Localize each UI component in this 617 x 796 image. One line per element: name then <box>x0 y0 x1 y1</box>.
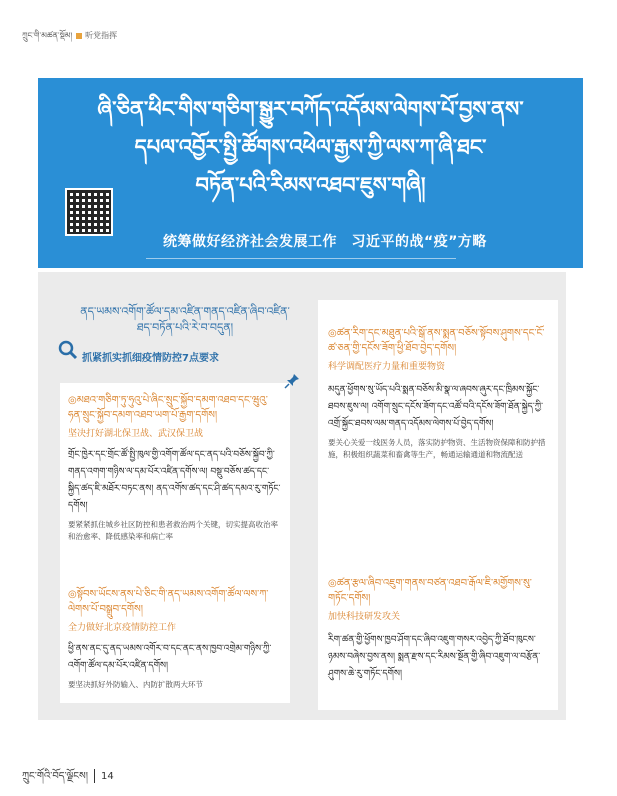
left-heading-tibetan: ནད་ཡམས་འགོག་ཚོལ་དམ་འཛིན་གནད་འཛིན་ཞིབ་འཛིན་ཐད་བཏོན་པའི་རེ་བ་བདུན། <box>80 305 290 334</box>
section-block <box>68 587 282 691</box>
section-block <box>328 576 550 683</box>
section-title-chinese: 加快科技研发攻关 <box>328 612 401 622</box>
footer-divider <box>94 769 95 783</box>
pushpin-icon <box>284 373 300 389</box>
section-title-tibetan: ◎ཚན་རིག་དང་མཐུན་པའི་སྒོ་ནས་སྨན་བཅོས་སྟོབས་ཤུགས་དང་ངོ་ཚ་ཅན་གྱི་དངོས་ཟོག་ཕྱི་ཐོབ་བྱེད་དགོས། <box>328 328 545 354</box>
section-body-tibetan: ཕྱི་ནས་ནང་དུ་ནད་ཡམས་འགོར་བ་དང་ནང་ནས་ཁྱབ་འགྲེམ་གཉིས་ཀྱི་འགོག་ཚོལ་དམ་པོར་འཛིན་དགོས། <box>68 644 272 671</box>
qr-code-icon <box>65 188 113 236</box>
hero-title-line: ཞི་ཅིན་ཕིང་གིས་གཅིག་སྒྱུར་བཀོད་འདོམས་ལེགས་པོ་བྱས་ནས་ <box>97 97 524 121</box>
section-title-chinese: 全力做好北京疫情防控工作 <box>68 623 177 633</box>
section-marker-icon <box>76 33 82 39</box>
journal-name: ཀྲུང་གི་མཚན་སྡོམ། <box>22 31 73 40</box>
section-title-tibetan: ◎སྟོབས་ཡོངས་ནས་པེ་ཅིང་གི་ནད་ཡམས་འགོག་ཚོལ་ལས་ཀ་ལེགས་པོ་བསྒྲུབ་དགོས། <box>68 589 269 615</box>
section-body-chinese: 要紧紧抓住城乡社区防控和患者救治两个关键，切实提高收治率和治愈率、降低感染率和病亡率 <box>68 520 278 541</box>
section-title-chinese: 科学调配医疗力量和重要物资 <box>328 362 446 372</box>
section-body-tibetan: མདུན་ཕྱོགས་སུ་ཡོད་པའི་སྨན་བཅོས་མི་སྣ་ལ་ཞབས་ཞུར་དང་ཁྲིམས་སྐྱོང་ཐབས་ཇུས་ལ། འགོག་སྲུང་དངོས་ཟོག་དང་འཚོ་བའི་དངོས་ཟོག་ཐོན་སྐྱེད་ཀྱི་འགྲོ་སྐྱོང་ཐབས་ལམ་གནད་འདོམས་ལེགས་པོ་བྱེད་དགོས། <box>328 385 543 429</box>
section-title-tibetan: ◎མཐའ་གཅིག་ཏུ་ཧུའུ་པེ་ཞིང་སྲུང་སྐྱོབ་དམག་འཐབ་དང་ཝུའུ་ཧན་སྲུང་སྐྱོབ་དམག་འཐབ་ཡག་པོ་རྒྱག་དགོས། <box>68 395 268 421</box>
hero-banner <box>38 78 583 268</box>
left-card <box>60 383 290 703</box>
section-name: 听党指挥 <box>85 31 118 40</box>
page-number: 14 <box>100 771 114 782</box>
right-card <box>318 300 558 710</box>
section-body-chinese: 要坚决抓好外防输入、内防扩散两大环节 <box>68 680 203 689</box>
divider <box>146 258 456 259</box>
section-title-chinese: 坚决打好湖北保卫战、武汉保卫战 <box>68 429 204 439</box>
hero-title-line: བཏོན་པའི་རིམས་འཐབ་ཇུས་གཞི། <box>195 173 426 197</box>
hero-title-line: དཔལ་འབྱོར་སྤྱི་ཚོགས་འཕེལ་རྒྱས་ཀྱི་ལས་ཀ་ཞི་ཐང་ <box>134 135 487 159</box>
section-title-tibetan: ◎ཚན་རྩལ་ཞིབ་འཇུག་གནས་བཙན་འཐབ་རྒོལ་ཇི་མགྱོགས་སུ་གཏོང་དགོས། <box>328 578 532 604</box>
left-heading-chinese: 抓紧抓实抓细疫情防控7点要求 <box>82 353 219 364</box>
section-body-tibetan: རིག་ཚན་གྱི་ཕྱོགས་ཁྱབ་ཤོག་དང་ཞིབ་འཇུག་གསར་འབྱེད་ཀྱི་ཐོབ་ཁུངས་ཉམས་བཞེས་བྱས་ནས། སྨན་རྫས་དང་རིམས་སྔོན་གྱི་ཞིབ་འཇུག་ལ་བརྩོན་ཤུགས་ཆེ་རུ་གཏོང་དགོས། <box>328 635 541 679</box>
hero-title <box>38 90 583 204</box>
section-body-chinese: 要关心关爱一线医务人员，落实防护物资、生活物资保障和防护措施，积极组织蔬菜和畜禽等生产，畅通运输通道和物流配送 <box>328 438 546 459</box>
footer-label: ཀྲུང་གོའི་བོད་ལྗོངས། <box>22 771 88 782</box>
page-header <box>22 26 117 49</box>
hero-subtitle: 统筹做好经济社会发展工作 习近平的战“疫”方略 <box>163 234 487 250</box>
page-footer <box>22 765 114 793</box>
section-block <box>68 393 282 543</box>
section-block <box>328 326 550 461</box>
search-icon <box>58 340 78 360</box>
section-body-tibetan: གྲོང་ཁྱེར་དང་གྲོང་ཚོ་སྤྱི་ཁུལ་གྱི་འགོག་ཚོལ་དང་ནད་པའི་བཅོས་སྐྱོབ་ཀྱི་གནད་འགག་གཉིས་ལ་དམ་པོར་འཛིན་དགོས་ལ། བསྡུ་བཅོས་ཚད་དང་སྐྱིད་ཚད་ཇི་མཐོར་བཏང་ནས། ནད་འགོས་ཚད་དང་ཤི་ཚད་དམའ་རུ་གཏོང་དགོས། <box>68 450 281 511</box>
